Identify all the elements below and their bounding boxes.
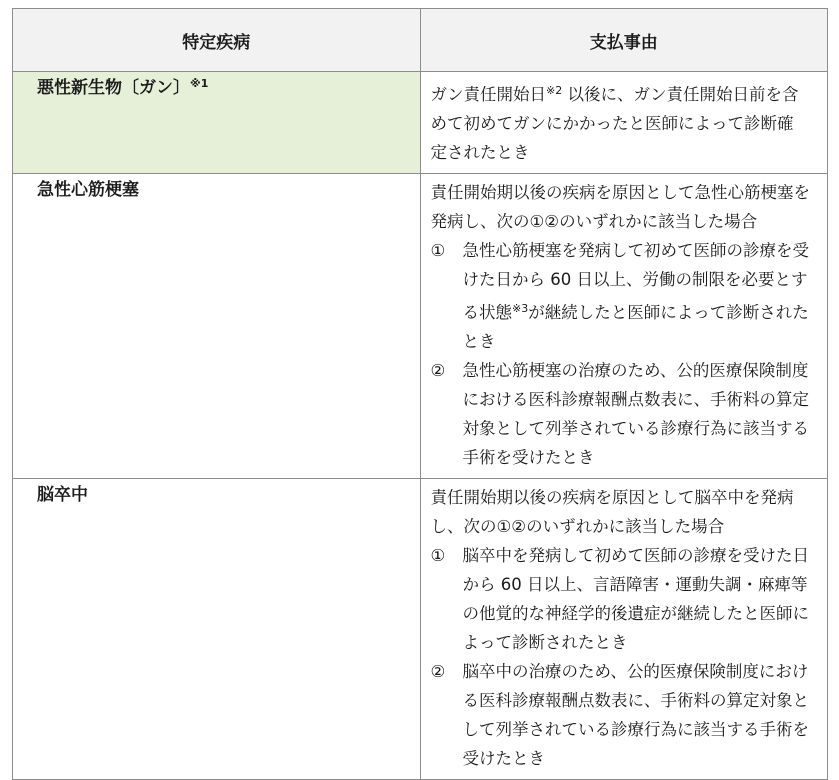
item-number: ② [430, 361, 446, 380]
item-number: ② [430, 662, 446, 681]
table-row-heart-attack [13, 174, 828, 479]
disease-name: 脳卒中 [37, 485, 88, 505]
item-text-pre: 急性心筋梗塞を発病して初めて医師の診療を受けた日から 60 日以上、労働の制限を必要とする状態 [462, 241, 809, 322]
footnote-marker: ※1 [190, 77, 209, 90]
item-text-post: が継続したと医師によって診断されたとき [462, 303, 809, 351]
header-reason: 支払事由 [420, 9, 828, 72]
footnote-marker: ※2 [546, 84, 563, 97]
item-text: 脳卒中を発病して初めて医師の診療を受けた日から 60 日以上、言語障害・運動失調・麻痺等の他覚的な神経学的後遺症が継続したと医師によって診断されたとき [462, 546, 809, 652]
item-text: 急性心筋梗塞の治療のため、公的医療保険制度における医科診療報酬点数表に、手術料の算定対象として列挙されている診療行為に該当する手術を受けたとき [462, 361, 809, 467]
reason-cell [420, 479, 828, 780]
reason-intro: 責任開始期以後の疾病を原因として急性心筋梗塞を発病し、次の①②のいずれかに該当した場合 [430, 183, 810, 231]
disease-name: 悪性新生物〔ガン〕 [37, 78, 190, 98]
table-row-stroke [13, 479, 828, 780]
disease-cell [13, 72, 421, 174]
footnote-marker: ※3 [512, 302, 529, 315]
header-disease: 特定疾病 [13, 9, 421, 72]
item-number: ① [430, 241, 446, 260]
reason-text-post: 以後に、ガン責任開始日前を含めて初めてガンにかかったと医師によって診断確定されたとき [430, 85, 799, 162]
reason-cell [420, 174, 828, 479]
item-text: 脳卒中の治療のため、公的医療保険制度における医科診療報酬点数表に、手術料の算定対象として列挙されている診療行為に該当する手術を受けたとき [462, 662, 809, 768]
disease-cell [13, 174, 421, 479]
list-item [431, 657, 820, 773]
reason-cell [420, 72, 828, 174]
reason-text-pre: ガン責任開始日 [430, 85, 546, 104]
payment-conditions-table [12, 8, 828, 780]
item-text [463, 236, 820, 356]
item-number: ① [430, 546, 446, 565]
disease-cell [13, 479, 421, 780]
table-row-cancer [13, 72, 828, 174]
header-row [13, 9, 828, 72]
reason-intro: 責任開始期以後の疾病を原因として脳卒中を発病し、次の①②のいずれかに該当した場合 [430, 488, 794, 536]
list-item [431, 541, 820, 657]
list-item [431, 356, 820, 472]
list-item [431, 236, 820, 356]
disease-name: 急性心筋梗塞 [37, 180, 139, 200]
